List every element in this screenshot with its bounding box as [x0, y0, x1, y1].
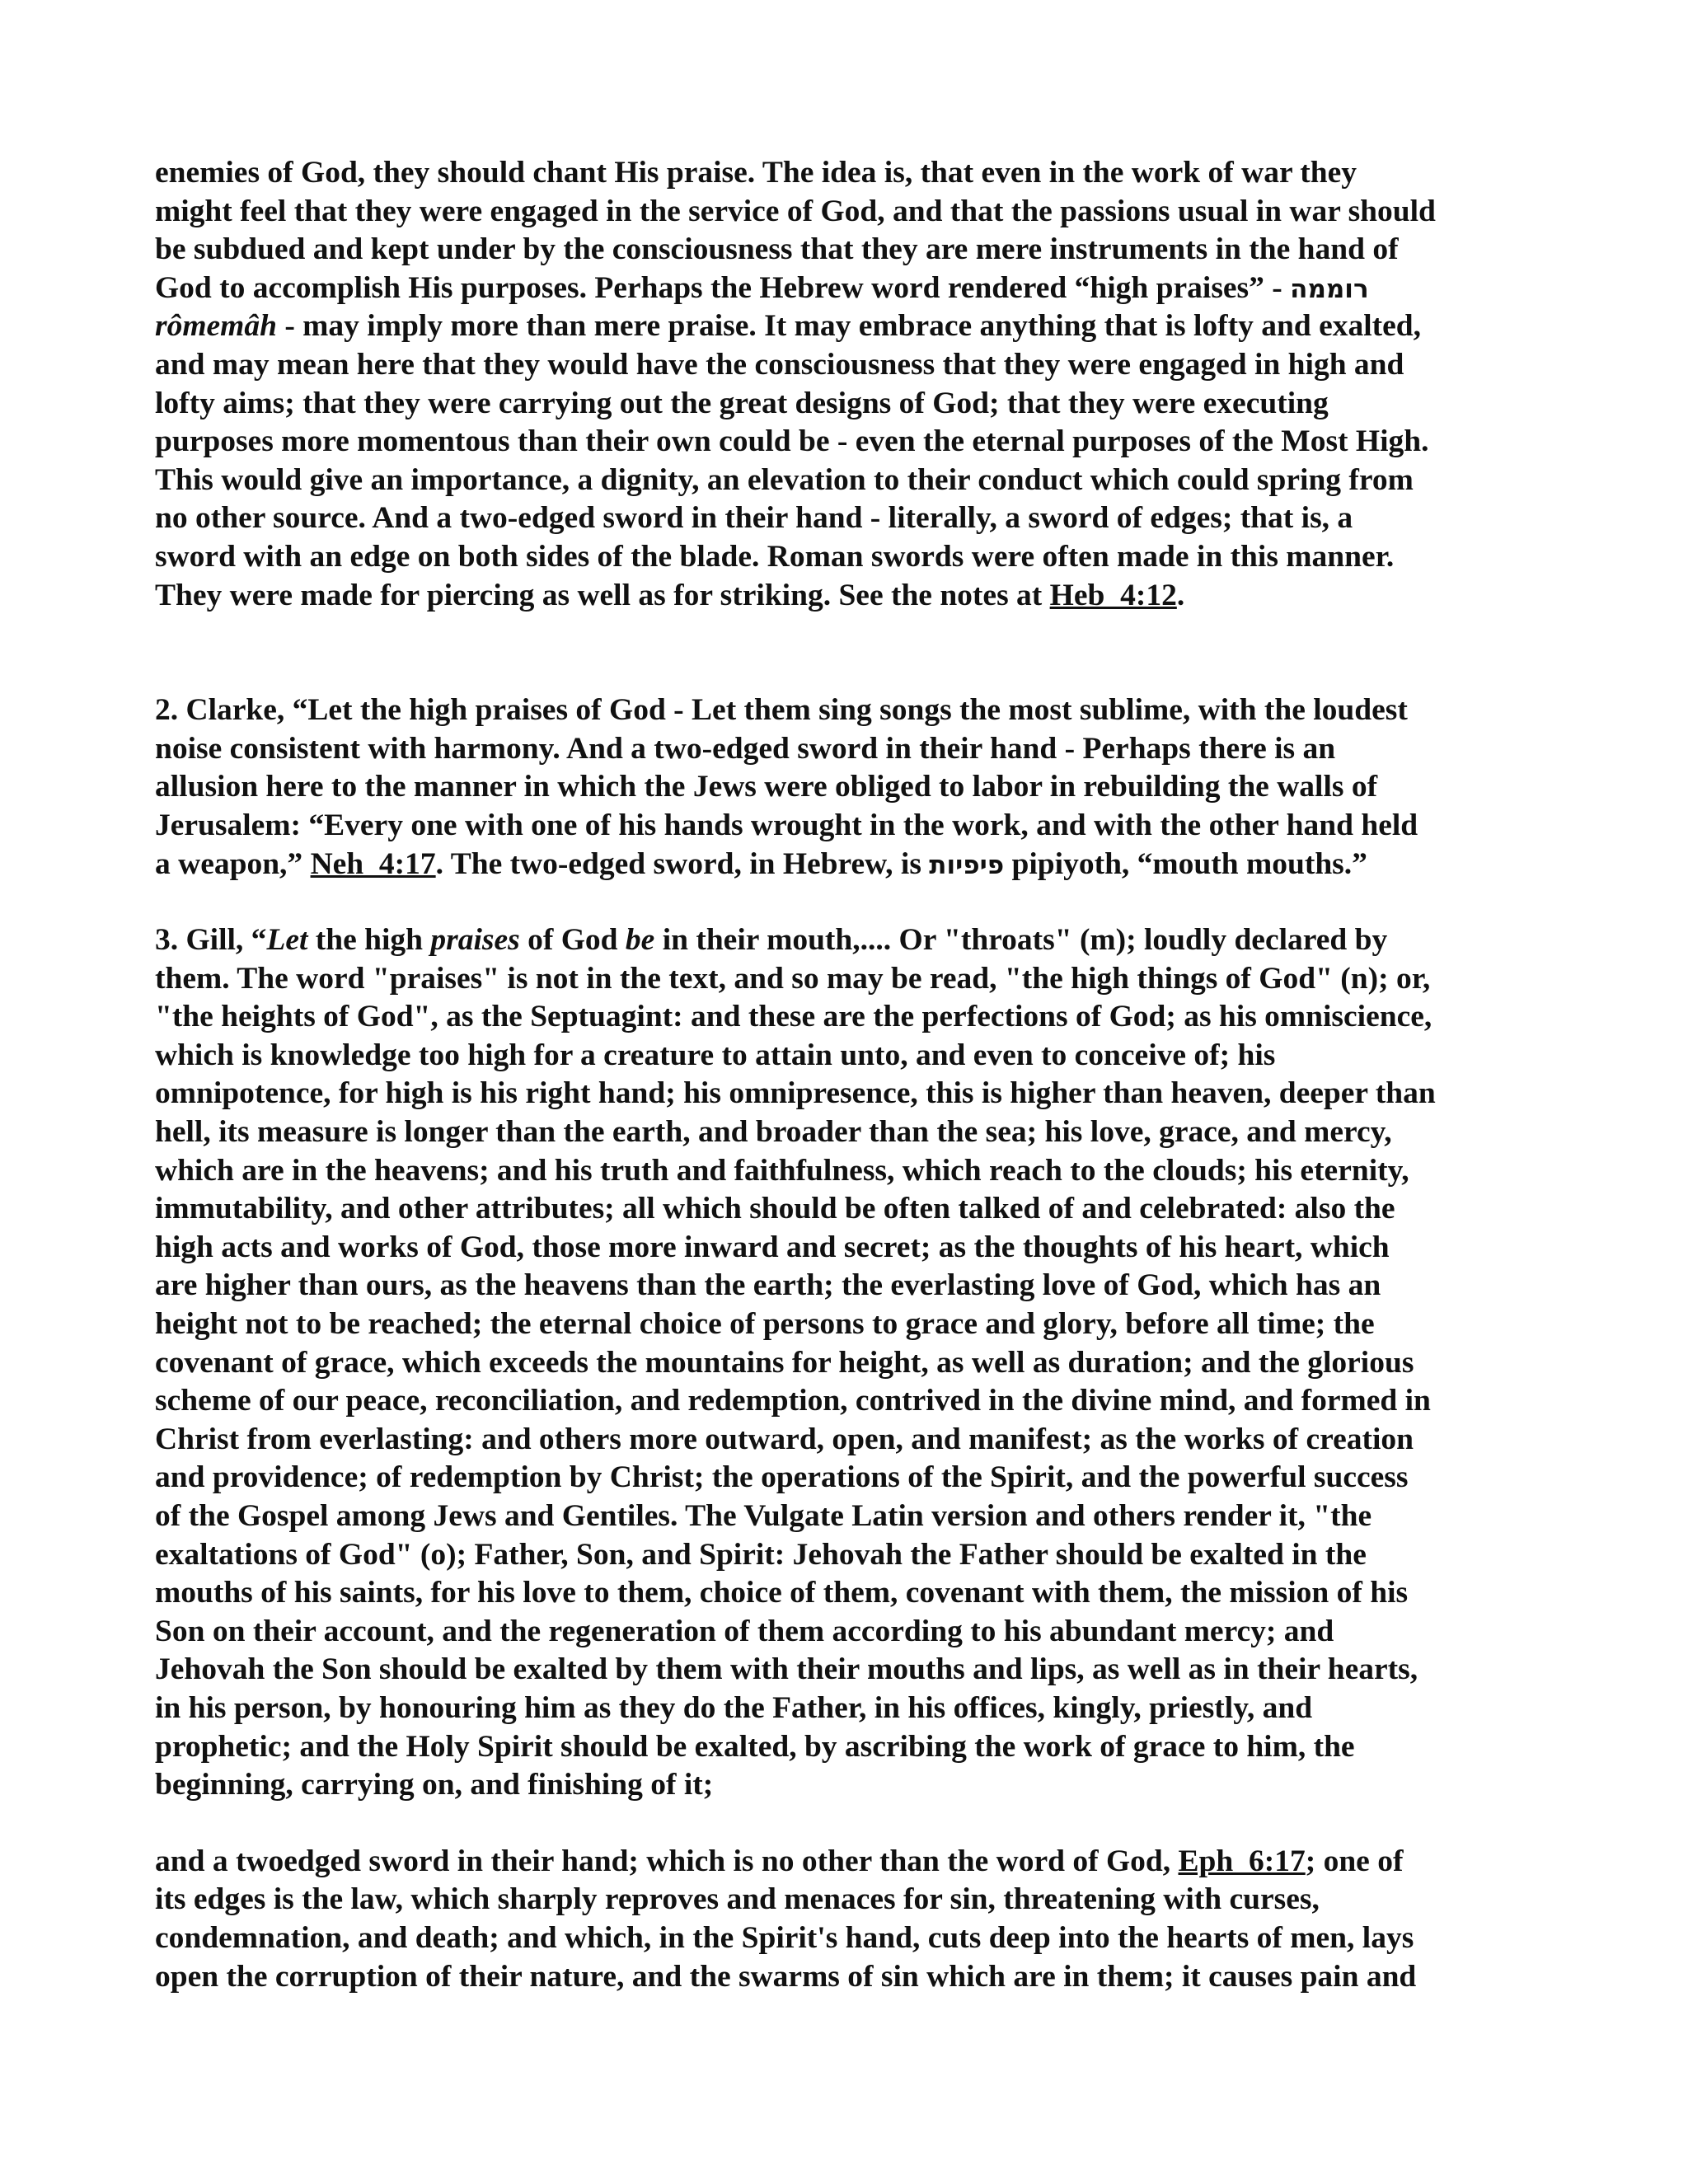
- text-line: of the Gospel among Jews and Gentiles. The Vulgate Latin version and others render it, "the: [155, 1499, 1372, 1533]
- paragraph-twoedged-sword: [155, 1843, 1548, 1996]
- text-line: noise consistent with harmony. And a two-edged sword in their hand - Perhaps there is an: [155, 731, 1336, 766]
- text-fragment: - may imply more than mere praise. It may embrace anything that is lofty and exalted,: [284, 309, 1422, 344]
- document-page: [155, 154, 1548, 1996]
- text-fragment: ; one of: [1305, 1844, 1404, 1878]
- text-line: Jerusalem: “Every one with one of his hands wrought in the work, and with the other hand held: [155, 808, 1418, 842]
- text-line: [155, 307, 1548, 346]
- text-fragment: . The two-edged sword, in Hebrew, is: [435, 846, 930, 881]
- text-line: condemnation, and death; and which, in the Spirit's hand, cuts deep into the hearts of men, lays: [155, 1920, 1414, 1955]
- italic-word: Let: [266, 923, 308, 958]
- text-line: [155, 577, 1548, 616]
- text-line: high acts and works of God, those more inward and secret; as the thoughts of his heart, which: [155, 1230, 1390, 1264]
- text-line: sword with an edge on both sides of the blade. Roman swords were often made in this manner.: [155, 539, 1395, 574]
- text-line: its edges is the law, which sharply reproves and menaces for sin, threatening with curses,: [155, 1882, 1320, 1917]
- text-fragment: God to accomplish His purposes. Perhaps the Hebrew word rendered “high praises” -: [155, 270, 1291, 305]
- text-line: mouths of his saints, for his love to them, choice of them, covenant with them, the mission of his: [155, 1576, 1409, 1610]
- hebrew-word: פיפיות: [929, 850, 1005, 880]
- scripture-link-eph-6-17[interactable]: Eph_6:17: [1178, 1844, 1306, 1878]
- text-line: allusion here to the manner in which the Jews were obliged to labor in rebuilding the walls of: [155, 770, 1378, 804]
- text-line: immutability, and other attributes; all which should be often talked of and celebrated: also the: [155, 1192, 1395, 1226]
- text-fragment: 3. Gill, “: [155, 923, 267, 958]
- text-line: open the corruption of their nature, and the swarms of sin which are in them; it causes pain and: [155, 1959, 1417, 1994]
- text-line: exaltations of God" (o); Father, Son, and Spirit: Jehovah the Father should be exalted in the: [155, 1537, 1367, 1572]
- italic-word: praises: [430, 923, 520, 958]
- text-line: which are in the heavens; and his truth and faithfulness, which reach to the clouds; his eternity,: [155, 1153, 1409, 1188]
- text-line: beginning, carrying on, and finishing of it;: [155, 1768, 714, 1802]
- paragraph-spacer: [155, 1805, 1548, 1843]
- text-line: enemies of God, they should chant His praise. The idea is, that even in the work of war they: [155, 156, 1357, 190]
- text-fragment: pipiyoth, “mouth mouths.”: [1004, 846, 1367, 881]
- text-line: no other source. And a two-edged sword in their hand - literally, a sword of edges; that is, a: [155, 501, 1353, 536]
- text-line: and may mean here that they would have the consciousness that they were engaged in high and: [155, 347, 1404, 382]
- text-line: in his person, by honouring him as they do the Father, in his offices, kingly, priestly, and: [155, 1690, 1313, 1725]
- text-line: are higher than ours, as the heavens than the earth; the everlasting love of God, which has an: [155, 1268, 1381, 1303]
- text-line: them. The word "praises" is not in the text, and so may be read, "the high things of God" (n); or,: [155, 961, 1431, 996]
- text-line: [155, 921, 1548, 960]
- text-line: [155, 269, 1548, 308]
- text-line: be subdued and kept under by the consciousness that they are mere instruments in the hand of: [155, 232, 1399, 267]
- text-fragment: They were made for piercing as well as for striking. See the notes at: [155, 578, 1050, 612]
- text-line: Christ from everlasting: and others more outward, open, and manifest; as the works of creation: [155, 1422, 1414, 1456]
- paragraph-gill: [155, 921, 1548, 1805]
- text-fragment: of God: [519, 923, 626, 958]
- text-line: This would give an importance, a dignity, an elevation to their conduct which could spring from: [155, 462, 1414, 497]
- text-fragment: .: [1176, 578, 1185, 612]
- hebrew-word: רוממה: [1290, 274, 1369, 304]
- text-line: Jehovah the Son should be exalted by them with their mouths and lips, as well as in their hearts,: [155, 1652, 1418, 1687]
- transliteration: rômemâh: [155, 309, 277, 344]
- text-line: might feel that they were engaged in the service of God, and that the passions usual in war should: [155, 194, 1436, 228]
- text-line: lofty aims; that they were carrying out the great designs of God; that they were executing: [155, 386, 1329, 420]
- text-fragment: in their mouth,.... Or "throats" (m); loudly declared by: [654, 923, 1388, 958]
- text-line: [155, 846, 1548, 884]
- text-line: Son on their account, and the regeneration of them according to his abundant mercy; and: [155, 1614, 1334, 1648]
- text-fragment: a weapon,”: [155, 846, 311, 881]
- text-fragment: the high: [307, 923, 431, 958]
- text-line: scheme of our peace, reconciliation, and redemption, contrived in the divine mind, and formed in: [155, 1384, 1431, 1418]
- text-line: hell, its measure is longer than the earth, and broader than the sea; his love, grace, and mercy,: [155, 1115, 1392, 1150]
- text-line: and providence; of redemption by Christ; the operations of the Spirit, and the powerful success: [155, 1460, 1409, 1495]
- paragraph-spacer: [155, 615, 1548, 691]
- text-line: 2. Clarke, “Let the high praises of God - Let them sing songs the most sublime, with the loudest: [155, 693, 1408, 728]
- text-line: "the heights of God", as the Septuagint: and these are the perfections of God; as his omniscience,: [155, 1000, 1432, 1034]
- text-line: which is knowledge too high for a creature to attain unto, and even to conceive of; his: [155, 1038, 1276, 1072]
- text-line: prophetic; and the Holy Spirit should be exalted, by ascribing the work of grace to him, the: [155, 1729, 1355, 1764]
- text-line: purposes more momentous than their own could be - even the eternal purposes of the Most High.: [155, 424, 1429, 459]
- scripture-link-heb-4-12[interactable]: Heb_4:12: [1049, 578, 1177, 612]
- paragraph-spacer: [155, 883, 1548, 921]
- italic-word: be: [625, 923, 655, 958]
- paragraph-clarke: [155, 691, 1548, 883]
- text-line: height not to be reached; the eternal choice of persons to grace and glory, before all time; the: [155, 1307, 1375, 1342]
- text-line: omnipotence, for high is his right hand; his omnipresence, this is higher than heaven, deeper than: [155, 1076, 1436, 1111]
- text-line: covenant of grace, which exceeds the mountains for height, as well as duration; and the glorious: [155, 1345, 1414, 1380]
- scripture-link-neh-4-17[interactable]: Neh_4:17: [310, 846, 436, 881]
- text-line: [155, 1843, 1548, 1882]
- paragraph-barnes-continuation: [155, 154, 1548, 615]
- text-fragment: and a twoedged sword in their hand; which is no other than the word of God,: [155, 1844, 1179, 1878]
